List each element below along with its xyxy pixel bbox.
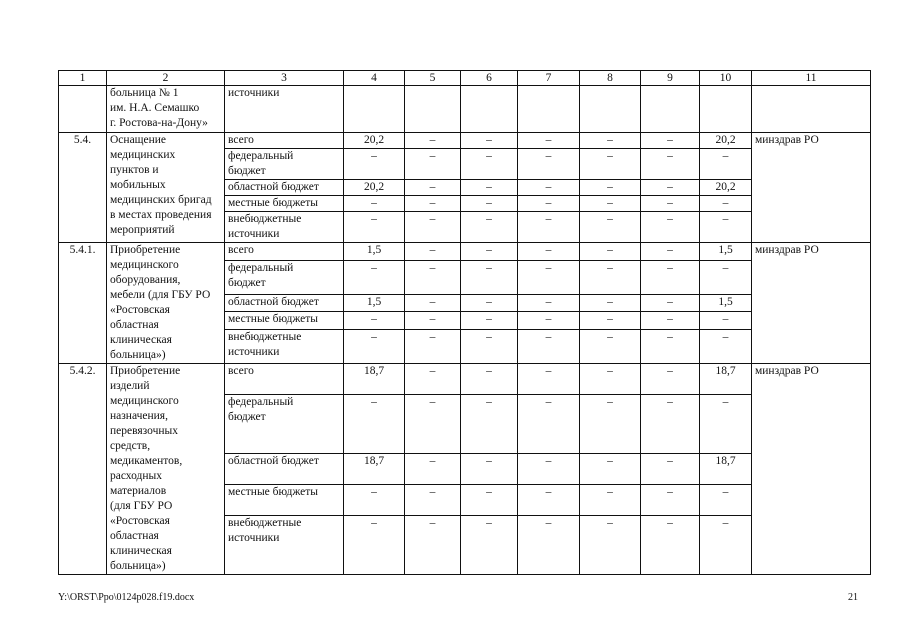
value-cell: – xyxy=(518,329,580,363)
row-number: 5.4.1. xyxy=(59,243,107,364)
column-number-11: 11 xyxy=(752,71,871,86)
value-cell: 18,7 xyxy=(700,454,752,485)
value-cell: – xyxy=(518,196,580,212)
row-number: 5.4. xyxy=(59,133,107,243)
value-cell: – xyxy=(580,180,641,196)
column-number-8: 8 xyxy=(580,71,641,86)
value-cell: – xyxy=(405,484,461,515)
funding-source: федеральный бюджет xyxy=(225,394,344,453)
value-cell: – xyxy=(344,196,405,212)
value-cell: – xyxy=(580,515,641,574)
column-number-2: 2 xyxy=(107,71,225,86)
value-cell: – xyxy=(641,484,700,515)
continuation-executor-cell xyxy=(752,86,871,133)
value-cell: 20,2 xyxy=(344,180,405,196)
value-cell: – xyxy=(641,260,700,294)
value-cell: – xyxy=(405,394,461,453)
value-cell: – xyxy=(518,294,580,312)
value-cell: – xyxy=(641,180,700,196)
continuation-source: источники xyxy=(225,86,344,133)
table-row xyxy=(59,364,871,395)
value-cell: – xyxy=(405,180,461,196)
value-cell: – xyxy=(518,243,580,261)
value-cell: – xyxy=(405,260,461,294)
value-cell: – xyxy=(700,329,752,363)
value-cell: 18,7 xyxy=(344,454,405,485)
value-cell: – xyxy=(405,243,461,261)
activity-name: Приобретение изделий медицинского назначения, перевязочных средств, медикаментов, расходных материалов (для ГБУ РО «Ростовская областная клиническая больница») xyxy=(107,364,225,575)
value-cell: – xyxy=(580,196,641,212)
value-cell: – xyxy=(461,364,518,395)
value-cell: – xyxy=(518,180,580,196)
value-cell: – xyxy=(461,133,518,149)
continuation-value-cell xyxy=(518,86,580,133)
value-cell: 20,2 xyxy=(700,133,752,149)
value-cell: 1,5 xyxy=(700,294,752,312)
column-number-6: 6 xyxy=(461,71,518,86)
header-row xyxy=(59,71,871,86)
footer-file-path: Y:\ORST\Ppo\0124p028.f19.docx xyxy=(58,592,195,603)
column-number-3: 3 xyxy=(225,71,344,86)
value-cell: 20,2 xyxy=(700,180,752,196)
value-cell: – xyxy=(405,364,461,395)
program-table xyxy=(58,70,871,575)
value-cell: – xyxy=(405,329,461,363)
value-cell: – xyxy=(700,394,752,453)
value-cell: – xyxy=(641,329,700,363)
value-cell: – xyxy=(580,484,641,515)
value-cell: – xyxy=(580,312,641,330)
value-cell: – xyxy=(518,364,580,395)
value-cell: – xyxy=(461,149,518,180)
value-cell: – xyxy=(461,196,518,212)
funding-source: местные бюджеты xyxy=(225,196,344,212)
continuation-name: больница № 1 им. Н.А. Семашко г. Ростова-на-Дону» xyxy=(107,86,225,133)
continuation-value-cell xyxy=(580,86,641,133)
funding-source: всего xyxy=(225,243,344,261)
value-cell: – xyxy=(641,243,700,261)
value-cell: 1,5 xyxy=(344,243,405,261)
value-cell: – xyxy=(700,212,752,243)
value-cell: – xyxy=(461,294,518,312)
continuation-num-cell xyxy=(59,86,107,133)
value-cell: – xyxy=(518,133,580,149)
value-cell: – xyxy=(641,394,700,453)
value-cell: – xyxy=(641,364,700,395)
table-row xyxy=(59,133,871,149)
value-cell: – xyxy=(518,394,580,453)
value-cell: – xyxy=(344,329,405,363)
continuation-value-cell xyxy=(700,86,752,133)
page-number: 21 xyxy=(848,592,858,603)
activity-name: Оснащение медицинских пунктов и мобильных медицинских бригад в местах проведения мероприятий xyxy=(107,133,225,243)
value-cell: – xyxy=(405,133,461,149)
value-cell: – xyxy=(518,312,580,330)
value-cell: – xyxy=(461,394,518,453)
value-cell: – xyxy=(641,312,700,330)
column-number-9: 9 xyxy=(641,71,700,86)
value-cell: – xyxy=(700,484,752,515)
value-cell: – xyxy=(518,484,580,515)
funding-source: внебюджетные источники xyxy=(225,212,344,243)
column-number-1: 1 xyxy=(59,71,107,86)
column-number-5: 5 xyxy=(405,71,461,86)
value-cell: – xyxy=(641,515,700,574)
value-cell: – xyxy=(700,515,752,574)
executor: минздрав РО xyxy=(752,243,871,364)
value-cell: – xyxy=(641,133,700,149)
executor: минздрав РО xyxy=(752,364,871,575)
value-cell: – xyxy=(405,515,461,574)
value-cell: – xyxy=(461,312,518,330)
value-cell: – xyxy=(580,133,641,149)
funding-source: внебюджетные источники xyxy=(225,515,344,574)
value-cell: – xyxy=(344,149,405,180)
value-cell: – xyxy=(700,149,752,180)
value-cell: – xyxy=(518,149,580,180)
continuation-row xyxy=(59,86,871,133)
value-cell: – xyxy=(461,180,518,196)
value-cell: – xyxy=(700,312,752,330)
column-number-10: 10 xyxy=(700,71,752,86)
value-cell: – xyxy=(518,454,580,485)
value-cell: – xyxy=(580,294,641,312)
value-cell: – xyxy=(580,243,641,261)
value-cell: – xyxy=(405,196,461,212)
value-cell: – xyxy=(461,484,518,515)
column-number-4: 4 xyxy=(344,71,405,86)
value-cell: 1,5 xyxy=(700,243,752,261)
column-number-7: 7 xyxy=(518,71,580,86)
value-cell: – xyxy=(641,149,700,180)
value-cell: – xyxy=(405,212,461,243)
table-body xyxy=(59,71,871,575)
funding-source: местные бюджеты xyxy=(225,484,344,515)
value-cell: – xyxy=(344,212,405,243)
value-cell: – xyxy=(641,196,700,212)
value-cell: – xyxy=(461,260,518,294)
value-cell: – xyxy=(580,394,641,453)
funding-source: федеральный бюджет xyxy=(225,149,344,180)
value-cell: – xyxy=(461,212,518,243)
value-cell: – xyxy=(518,212,580,243)
value-cell: 20,2 xyxy=(344,133,405,149)
value-cell: – xyxy=(580,329,641,363)
value-cell: – xyxy=(641,294,700,312)
value-cell: – xyxy=(580,454,641,485)
value-cell: – xyxy=(405,454,461,485)
value-cell: – xyxy=(405,149,461,180)
activity-name: Приобретение медицинского оборудования, мебели (для ГБУ РО «Ростовская областная клиническая больница») xyxy=(107,243,225,364)
continuation-value-cell xyxy=(405,86,461,133)
value-cell: – xyxy=(580,364,641,395)
funding-source: местные бюджеты xyxy=(225,312,344,330)
value-cell: – xyxy=(518,260,580,294)
value-cell: – xyxy=(700,260,752,294)
value-cell: – xyxy=(580,260,641,294)
value-cell: – xyxy=(344,515,405,574)
value-cell: 1,5 xyxy=(344,294,405,312)
value-cell: – xyxy=(518,515,580,574)
value-cell: 18,7 xyxy=(700,364,752,395)
value-cell: – xyxy=(405,294,461,312)
funding-source: всего xyxy=(225,133,344,149)
funding-source: областной бюджет xyxy=(225,294,344,312)
funding-source: областной бюджет xyxy=(225,180,344,196)
funding-source: всего xyxy=(225,364,344,395)
value-cell: – xyxy=(461,515,518,574)
value-cell: – xyxy=(580,212,641,243)
funding-source: внебюджетные источники xyxy=(225,329,344,363)
value-cell: – xyxy=(344,394,405,453)
value-cell: – xyxy=(461,454,518,485)
value-cell: – xyxy=(461,243,518,261)
table-row xyxy=(59,243,871,261)
continuation-value-cell xyxy=(641,86,700,133)
value-cell: – xyxy=(461,329,518,363)
value-cell: – xyxy=(344,312,405,330)
value-cell: – xyxy=(405,312,461,330)
value-cell: – xyxy=(580,149,641,180)
continuation-value-cell xyxy=(344,86,405,133)
value-cell: – xyxy=(700,196,752,212)
value-cell: – xyxy=(344,484,405,515)
continuation-value-cell xyxy=(461,86,518,133)
value-cell: 18,7 xyxy=(344,364,405,395)
funding-source: областной бюджет xyxy=(225,454,344,485)
row-number: 5.4.2. xyxy=(59,364,107,575)
value-cell: – xyxy=(344,260,405,294)
funding-source: федеральный бюджет xyxy=(225,260,344,294)
value-cell: – xyxy=(641,212,700,243)
value-cell: – xyxy=(641,454,700,485)
executor: минздрав РО xyxy=(752,133,871,243)
